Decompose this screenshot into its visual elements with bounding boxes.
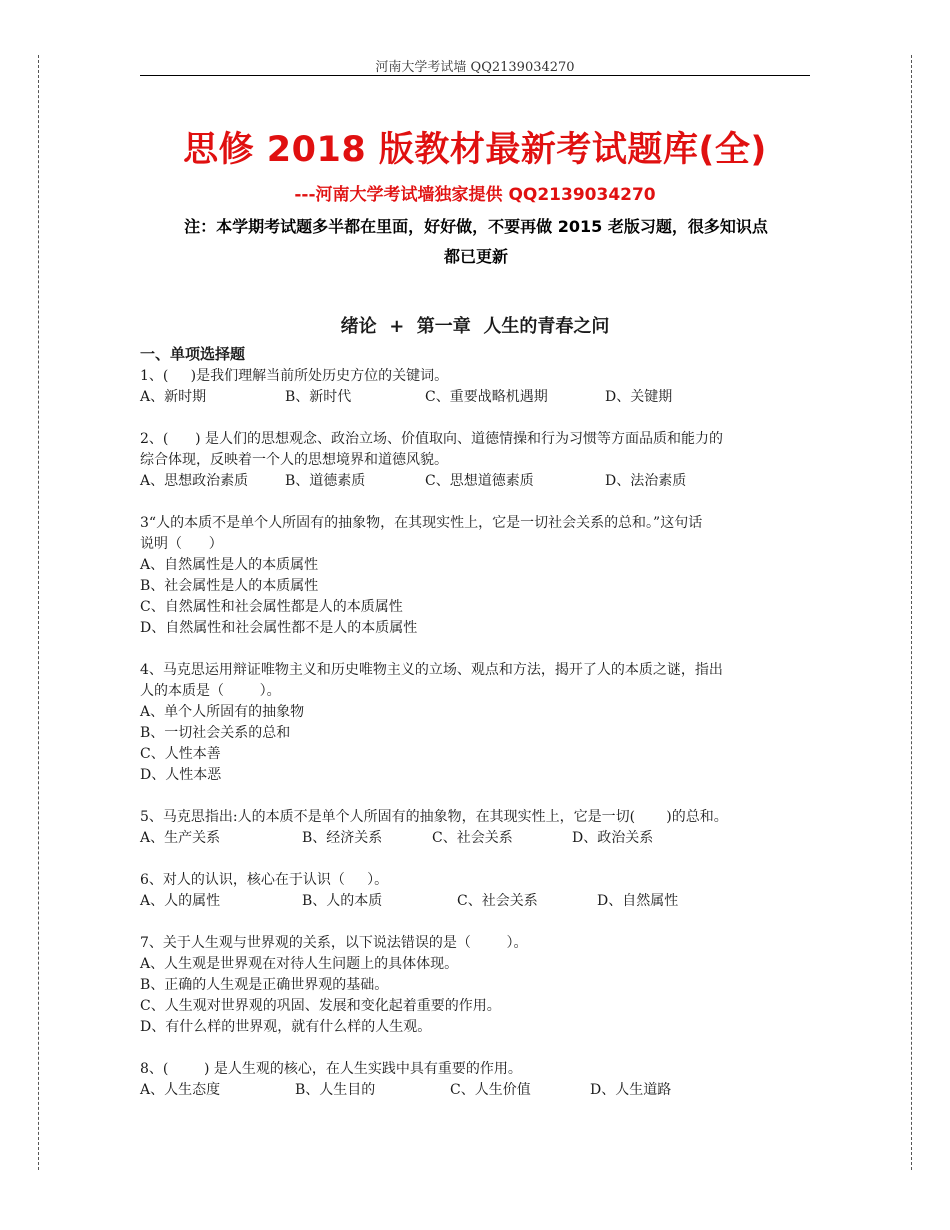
option-item: A、人生态度 — [140, 1082, 221, 1098]
option-item: C、社会关系 — [457, 893, 538, 909]
question-stem-line: 3“人的本质不是单个人所固有的抽象物，在其现实性上，它是一切社会关系的总和。”这句话 — [140, 515, 703, 531]
option-item: A、人生观是世界观在对待人生问题上的具体体现。 — [140, 956, 459, 972]
option-item: D、自然属性 — [597, 893, 679, 909]
option-item: A、思想政治素质 — [140, 473, 249, 489]
option-item: C、人生价值 — [450, 1082, 531, 1098]
question-stem-line: 说明（ ） — [140, 536, 223, 552]
question-stem-line: 1、( )是我们理解当前所处历史方位的关键词。 — [140, 368, 449, 384]
question-stem-line: 人的本质是（ ）。 — [140, 683, 281, 699]
header-rule — [140, 75, 810, 76]
option-item: D、法治素质 — [605, 473, 687, 489]
option-item: B、经济关系 — [302, 830, 383, 846]
option-item: C、人性本善 — [140, 746, 221, 762]
options-row — [140, 1080, 815, 1101]
option-item: D、人生道路 — [590, 1082, 672, 1098]
question-stem-line: 6、对人的认识，核心在于认识（ ）。 — [140, 872, 389, 888]
right-dashed-margin — [911, 55, 912, 1170]
options-row — [140, 471, 815, 492]
page-header: 河南大学考试墙 QQ2139034270 — [375, 60, 575, 75]
option-item: D、政治关系 — [572, 830, 654, 846]
question-4 — [140, 660, 815, 786]
question-list — [140, 366, 815, 1122]
document-note — [140, 212, 812, 272]
option-item: C、自然属性和社会属性都是人的本质属性 — [140, 599, 403, 615]
option-item: C、社会关系 — [432, 830, 513, 846]
options-row — [140, 828, 815, 849]
option-item: B、新时代 — [285, 389, 352, 405]
option-item: B、人的本质 — [302, 893, 383, 909]
question-stem-line: 综合体现，反映着一个人的思想境界和道德风貌。 — [140, 452, 448, 468]
option-item: B、道德素质 — [285, 473, 366, 489]
section-title: 一、单项选择题 — [140, 345, 246, 363]
option-item: A、单个人所固有的抽象物 — [140, 704, 305, 720]
question-stem-line: 2、( ) 是人们的思想观念、政治立场、价值取向、道德情操和行为习惯等方面品质和能力的 — [140, 431, 723, 447]
question-7 — [140, 933, 815, 1038]
note-line-2: 都已更新 — [443, 247, 508, 266]
option-item: C、思想道德素质 — [425, 473, 534, 489]
options-row — [140, 387, 815, 408]
note-line-1: 注：本学期考试题多半都在里面，好好做，不要再做 2015 老版习题，很多知识点 — [184, 217, 768, 236]
option-item: A、人的属性 — [140, 893, 221, 909]
option-item: D、人性本恶 — [140, 767, 222, 783]
question-6 — [140, 870, 815, 912]
question-stem-line: 4、马克思运用辩证唯物主义和历史唯物主义的立场、观点和方法，揭开了人的本质之谜，指出 — [140, 662, 723, 678]
option-item: B、社会属性是人的本质属性 — [140, 578, 319, 594]
question-3 — [140, 513, 815, 639]
option-item: B、一切社会关系的总和 — [140, 725, 291, 741]
question-stem-line: 8、( ) 是人生观的核心，在人生实践中具有重要的作用。 — [140, 1061, 522, 1077]
option-item: A、新时期 — [140, 389, 207, 405]
option-item: D、关键期 — [605, 389, 673, 405]
document-subtitle: ---河南大学考试墙独家提供 QQ2139034270 — [294, 185, 656, 205]
option-item: A、自然属性是人的本质属性 — [140, 557, 319, 573]
option-item: C、人生观对世界观的巩固、发展和变化起着重要的作用。 — [140, 998, 501, 1014]
question-stem-line: 5、马克思指出:人的本质不是单个人所固有的抽象物，在其现实性上，它是一切( )的总和。 — [140, 809, 728, 825]
option-item: C、重要战略机遇期 — [425, 389, 548, 405]
option-item: B、人生目的 — [295, 1082, 376, 1098]
question-5 — [140, 807, 815, 849]
question-2 — [140, 429, 815, 492]
document-title: 思修 2018 版教材最新考试题库(全) — [183, 130, 767, 170]
option-item: A、生产关系 — [140, 830, 221, 846]
option-item: D、有什么样的世界观，就有什么样的人生观。 — [140, 1019, 432, 1035]
question-1 — [140, 366, 815, 408]
option-item: B、正确的人生观是正确世界观的基础。 — [140, 977, 389, 993]
question-8 — [140, 1059, 815, 1101]
option-item: D、自然属性和社会属性都不是人的本质属性 — [140, 620, 418, 636]
question-stem-line: 7、关于人生观与世界观的关系，以下说法错误的是（ ）。 — [140, 935, 528, 951]
chapter-title: 绪论 + 第一章 人生的青春之问 — [340, 316, 610, 337]
options-row — [140, 891, 815, 912]
left-dashed-margin — [38, 55, 39, 1170]
